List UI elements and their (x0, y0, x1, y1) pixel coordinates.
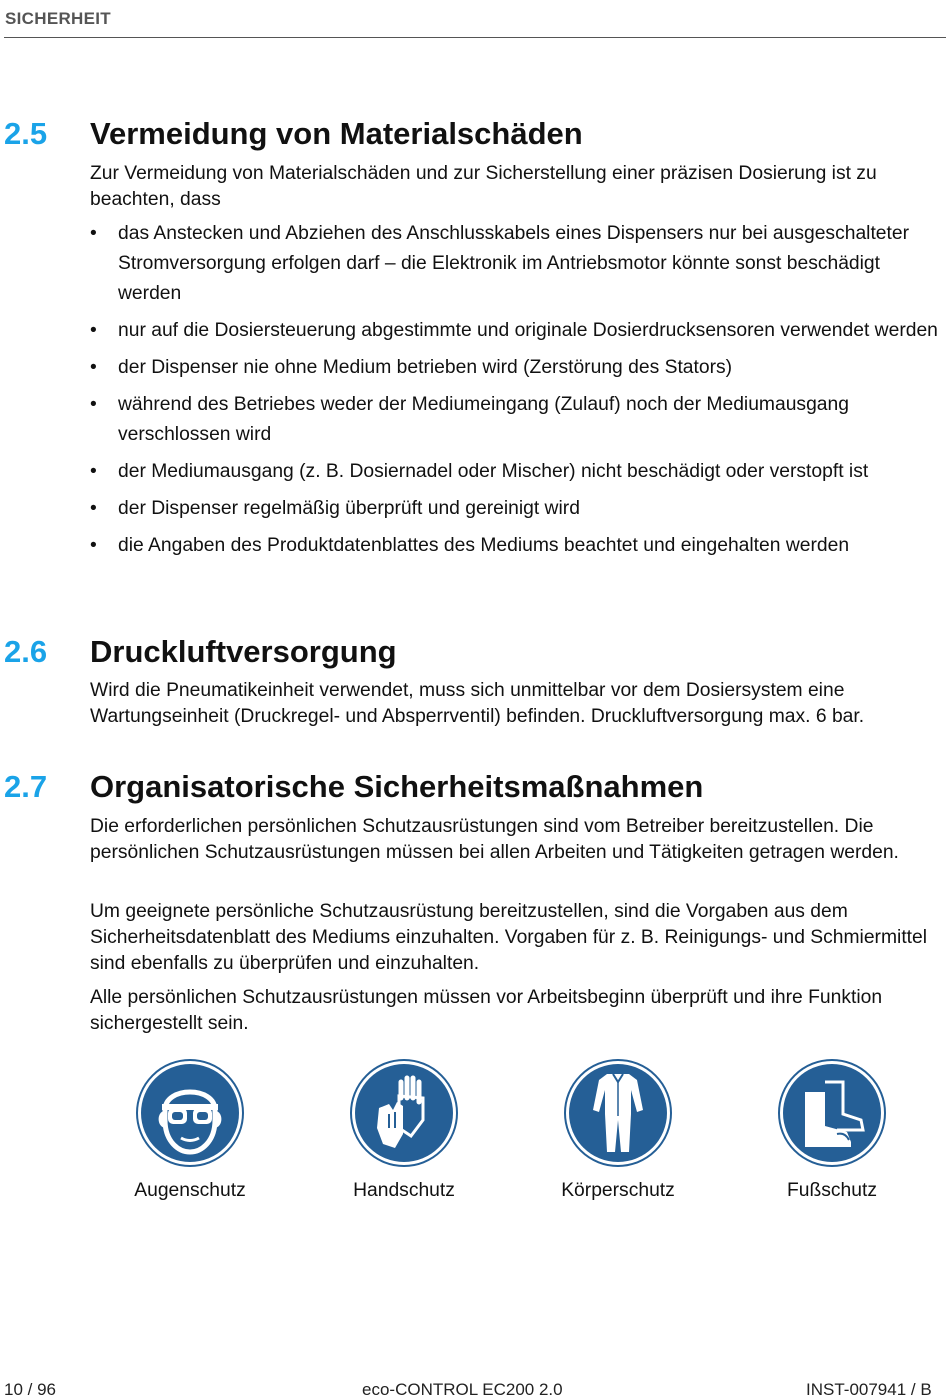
header-divider (4, 37, 946, 38)
ppe-label: Handschutz (353, 1180, 455, 1201)
footer-document-id: INST-007941 / B (806, 1380, 932, 1399)
bullet-marker: • (90, 320, 97, 341)
section-intro: Zur Vermeidung von Materialschäden und zur Sicherstellung einer präzisen Dosierung ist zu beachten, dass (90, 163, 877, 210)
eye-protection-icon (135, 1058, 245, 1168)
list-item-text: das Anstecken und Abziehen des Anschlusskabels eines Dispensers nur bei ausgeschalteter Stromversorgung erfolgen darf – die Elektronik im Antriebsmotor könnte sonst beschädigt werden (118, 223, 910, 304)
list-item (90, 390, 946, 450)
header-title: SICHERHEIT (5, 9, 111, 28)
list-item-text: der Dispenser nie ohne Medium betrieben wird (Zerstörung des Stators) (118, 357, 733, 378)
list-item (90, 494, 946, 524)
hand-protection-icon (349, 1058, 459, 1168)
section-number: 2.7 (4, 769, 48, 804)
list-item (90, 316, 946, 346)
foot-protection-icon (777, 1058, 887, 1168)
section-title: Organisatorische Sicherheitsmaßnahmen (90, 769, 704, 804)
list-item (90, 353, 946, 383)
footer-product-name: eco-CONTROL EC200 2.0 (362, 1380, 563, 1399)
list-item-text: der Dispenser regelmäßig überprüft und gereinigt wird (118, 498, 580, 519)
ppe-label: Augenschutz (134, 1180, 246, 1201)
ppe-icon-row (90, 1058, 946, 1208)
list-item-text: während des Betriebes weder der Mediumeingang (Zulauf) noch der Mediumausgang verschlossen wird (118, 394, 849, 445)
list-item (90, 457, 946, 487)
list-item-text: die Angaben des Produktdatenblattes des Mediums beachtet und eingehalten werden (118, 535, 850, 556)
section-title: Vermeidung von Materialschäden (90, 116, 583, 151)
footer-page-number: 10 / 96 (4, 1380, 56, 1399)
section-paragraph: Alle persönlichen Schutzausrüstungen müssen vor Arbeitsbeginn überprüft und ihre Funktion sichergestellt sein. (90, 987, 883, 1034)
bullet-marker: • (90, 461, 97, 482)
list-item (90, 219, 946, 309)
list-item (90, 531, 946, 561)
bullet-marker: • (90, 535, 97, 556)
bullet-marker: • (90, 498, 97, 519)
ppe-item-body (518, 1058, 718, 1202)
bullet-marker: • (90, 223, 97, 244)
bullet-list (90, 219, 946, 568)
bullet-marker: • (90, 394, 97, 415)
section-paragraph: Die erforderlichen persönlichen Schutzausrüstungen sind vom Betreiber bereitzustellen. Die persönlichen Schutzausrüstungen müssen bei allen Arbeiten und Tätigkeiten getragen werden. (90, 816, 899, 863)
ppe-item-foot (732, 1058, 932, 1202)
list-item-text: der Mediumausgang (z. B. Dosiernadel oder Mischer) nicht beschädigt oder verstopft ist (118, 461, 869, 482)
ppe-label: Fußschutz (786, 1180, 877, 1201)
body-protection-icon (563, 1058, 673, 1168)
ppe-item-eye (90, 1058, 290, 1202)
section-number: 2.6 (4, 634, 48, 669)
section-title: Druckluftversorgung (90, 634, 397, 669)
ppe-item-hand (304, 1058, 504, 1202)
bullet-marker: • (90, 357, 97, 378)
section-text: Wird die Pneumatikeinheit verwendet, muss sich unmittelbar vor dem Dosiersystem eine Wartungseinheit (Druckregel- und Absperrventil) befinden. Druckluftversorgung max. 6 bar. (90, 680, 865, 727)
section-number: 2.5 (4, 116, 48, 151)
ppe-label: Körperschutz (561, 1180, 675, 1201)
section-paragraph: Um geeignete persönliche Schutzausrüstung bereitzustellen, sind die Vorgaben aus dem Sicherheitsdatenblatt des Mediums einzuhalten. Vorgaben für z. B. Reinigungs- und Schmiermittel sind ebenfalls zu überprüfen und einzuhalten. (90, 901, 928, 974)
list-item-text: nur auf die Dosiersteuerung abgestimmte und originale Dosierdrucksensoren verwendet werden (118, 320, 938, 341)
